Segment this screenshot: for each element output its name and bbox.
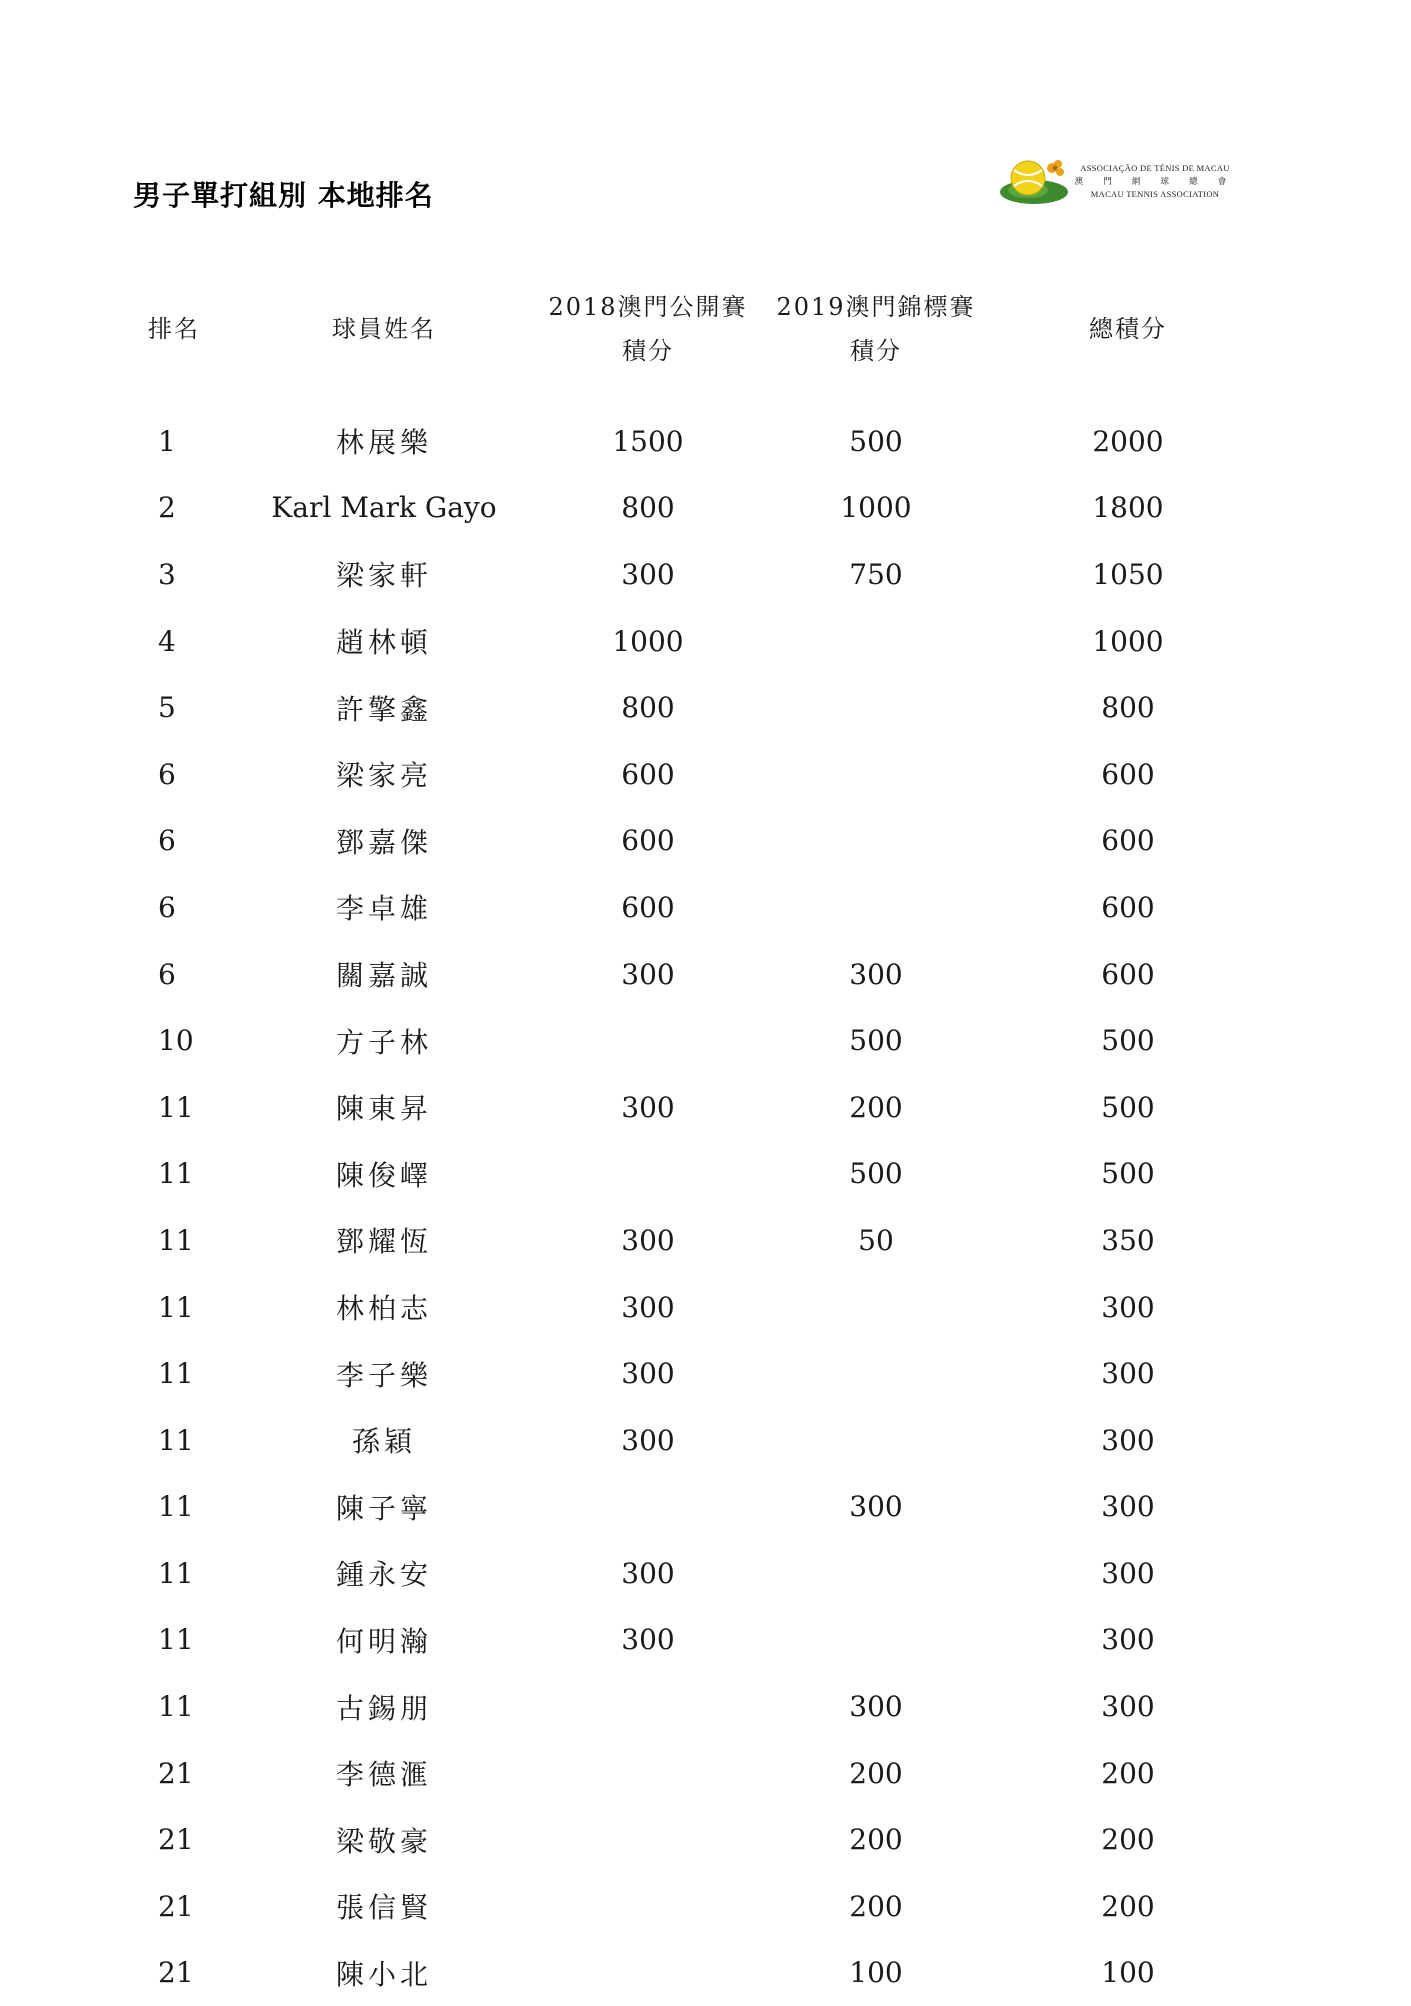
player-name-cell: 李子樂 [335,1358,432,1392]
champ-2019-points-cell: 300 [849,1690,903,1724]
total-points-cell: 600 [1101,890,1155,924]
open-2018-points-cell [532,1873,764,1940]
tennis-ball-flower-icon [998,150,1072,210]
total-points-cell: 300 [1101,1556,1155,1590]
player-name-cell: 古錫朋 [335,1691,432,1725]
champ-2019-points-cell [764,1607,988,1674]
champ-2019-points-cell: 300 [849,1490,903,1524]
champ-2019-points-cell [764,1274,988,1341]
rank-cell: 6 [158,824,176,858]
champ-2019-points-cell: 200 [849,1090,903,1124]
rank-cell: 11 [158,1223,194,1257]
player-name-cell: 陳東昇 [335,1092,432,1126]
rank-cell: 11 [158,1690,194,1724]
table-row [108,674,1268,741]
rank-cell: 6 [158,957,176,991]
open-2018-points-cell: 600 [621,890,675,924]
champ-2019-points-cell: 50 [858,1223,894,1257]
table-row [108,1474,1268,1541]
rank-cell: 4 [158,624,176,658]
total-points-cell: 600 [1101,757,1155,791]
total-points-cell: 500 [1101,1090,1155,1124]
champ-2019-points-cell [764,741,988,808]
open-2018-points-cell: 300 [621,1357,675,1391]
player-name-cell: 林柏志 [335,1292,432,1326]
logo-line-english: MACAU TENNIS ASSOCIATION [1090,189,1220,199]
champ-2019-points-cell [764,874,988,941]
champ-2019-points-cell [764,1407,988,1474]
total-points-cell: 300 [1101,1357,1155,1391]
open-2018-points-cell: 300 [621,1290,675,1324]
player-name-cell: 梁敬豪 [335,1824,432,1858]
header-spacer [108,388,1268,408]
total-points-cell: 300 [1101,1623,1155,1657]
header-champ-2019-line1: 2019澳門錦標賽 [776,293,976,321]
header-total: 總積分 [1089,315,1167,343]
total-points-cell: 300 [1101,1423,1155,1457]
table-row [108,408,1268,475]
table-row [108,1007,1268,1074]
table-row [108,941,1268,1008]
table-row [108,741,1268,808]
rank-cell: 21 [158,1823,194,1857]
player-name-cell: 梁家軒 [335,559,432,593]
association-logo [998,150,1238,212]
total-points-cell: 1000 [1092,624,1164,658]
table-row [108,475,1268,542]
total-points-cell: 2000 [1092,424,1164,458]
table-row [108,1540,1268,1607]
table-row [108,1940,1268,2006]
rank-cell: 11 [158,1556,194,1590]
table-row [108,1274,1268,1341]
table-row [108,1673,1268,1740]
player-name-cell: Karl Mark Gayo [271,491,497,525]
open-2018-points-cell: 300 [621,1556,675,1590]
total-points-cell: 500 [1101,1024,1155,1058]
open-2018-points-cell [532,1007,764,1074]
header-open-2018 [532,270,764,388]
page-title: 男子單打組別 本地排名 [133,179,434,212]
rank-cell: 11 [158,1623,194,1657]
table-row [108,1074,1268,1141]
open-2018-points-cell: 600 [621,824,675,858]
open-2018-points-cell: 300 [621,1223,675,1257]
player-name-cell: 梁家亮 [335,759,432,793]
champ-2019-points-cell: 200 [849,1889,903,1923]
champ-2019-points-cell: 300 [849,957,903,991]
header-open-2018-line2: 積分 [622,337,674,365]
champ-2019-points-cell: 500 [849,1157,903,1191]
rank-cell: 2 [158,491,176,525]
champ-2019-points-cell: 200 [849,1823,903,1857]
player-name-cell: 方子林 [335,1025,432,1059]
champ-2019-points-cell [764,608,988,675]
open-2018-points-cell [532,1940,764,2006]
champ-2019-points-cell: 1000 [840,491,912,525]
rank-cell: 11 [158,1290,194,1324]
table-row [108,541,1268,608]
table-row [108,1407,1268,1474]
total-points-cell: 1800 [1092,491,1164,525]
player-name-cell: 陳小北 [335,1957,432,1991]
total-points-cell: 500 [1101,1157,1155,1191]
header-open-2018-line1: 2018澳門公開賽 [548,293,748,321]
table-row [108,608,1268,675]
total-points-cell: 200 [1101,1889,1155,1923]
rank-cell: 11 [158,1357,194,1391]
player-name-cell: 許擎鑫 [335,692,432,726]
rank-cell: 6 [158,890,176,924]
table-row [108,1873,1268,1940]
rank-cell: 11 [158,1423,194,1457]
header-name: 球員姓名 [332,315,436,343]
open-2018-points-cell [532,1673,764,1740]
total-points-cell: 600 [1101,824,1155,858]
logo-line-chinese: 澳 門 網 球 總 會 [1074,176,1236,186]
player-name-cell: 陳子寧 [335,1491,432,1525]
open-2018-points-cell: 300 [621,957,675,991]
player-name-cell: 陳俊嶧 [335,1158,432,1192]
total-points-cell: 300 [1101,1690,1155,1724]
rank-cell: 1 [158,424,176,458]
champ-2019-points-cell: 500 [849,1024,903,1058]
table-row [108,1607,1268,1674]
open-2018-points-cell [532,1474,764,1541]
player-name-cell: 鄧嘉傑 [335,825,432,859]
player-name-cell: 李德滙 [335,1758,432,1792]
total-points-cell: 1050 [1092,557,1164,591]
header-rank: 排名 [148,315,200,343]
table-row [108,1340,1268,1407]
table-row [108,1207,1268,1274]
open-2018-points-cell: 300 [621,1423,675,1457]
total-points-cell: 300 [1101,1290,1155,1324]
champ-2019-points-cell: 100 [849,1956,903,1990]
champ-2019-points-cell [764,674,988,741]
open-2018-points-cell: 300 [621,1623,675,1657]
rank-cell: 3 [158,557,176,591]
champ-2019-points-cell: 200 [849,1756,903,1790]
total-points-cell: 200 [1101,1756,1155,1790]
player-name-cell: 林展樂 [335,426,432,460]
champ-2019-points-cell [764,808,988,875]
total-points-cell: 200 [1101,1823,1155,1857]
total-points-cell: 600 [1101,957,1155,991]
champ-2019-points-cell: 500 [849,424,903,458]
table-row [108,1740,1268,1807]
champ-2019-points-cell [764,1340,988,1407]
rank-cell: 21 [158,1889,194,1923]
rank-cell: 21 [158,1956,194,1990]
champ-2019-points-cell: 750 [849,557,903,591]
open-2018-points-cell [532,1141,764,1208]
ranking-table [108,270,1268,2006]
player-name-cell: 孫穎 [351,1425,416,1459]
open-2018-points-cell [532,1806,764,1873]
player-name-cell: 何明瀚 [335,1624,432,1658]
open-2018-points-cell [532,1740,764,1807]
table-row [108,874,1268,941]
open-2018-points-cell: 300 [621,1090,675,1124]
player-name-cell: 趙林頓 [335,626,432,660]
rank-cell: 6 [158,757,176,791]
table-header-row [108,270,1268,388]
header-champ-2019-line2: 積分 [850,337,902,365]
player-name-cell: 李卓雄 [335,892,432,926]
rank-cell: 5 [158,691,176,725]
open-2018-points-cell: 800 [621,691,675,725]
open-2018-points-cell: 300 [621,557,675,591]
header-champ-2019 [764,270,988,388]
rank-cell: 11 [158,1157,194,1191]
rank-cell: 11 [158,1490,194,1524]
player-name-cell: 張信賢 [335,1891,432,1925]
open-2018-points-cell: 1000 [612,624,684,658]
total-points-cell: 300 [1101,1490,1155,1524]
table-row [108,1141,1268,1208]
player-name-cell: 鄧耀恆 [335,1225,432,1259]
open-2018-points-cell: 1500 [612,424,684,458]
open-2018-points-cell: 600 [621,757,675,791]
total-points-cell: 800 [1101,691,1155,725]
total-points-cell: 100 [1101,1956,1155,1990]
rank-cell: 10 [158,1024,194,1058]
open-2018-points-cell: 800 [621,491,675,525]
rank-cell: 11 [158,1090,194,1124]
rank-cell: 21 [158,1756,194,1790]
logo-line-portuguese: ASSOCIAÇÃO DE TÉNIS DE MACAU [1080,163,1230,173]
table-row [108,808,1268,875]
table-row [108,1806,1268,1873]
player-name-cell: 鍾永安 [335,1558,432,1592]
total-points-cell: 350 [1101,1223,1155,1257]
champ-2019-points-cell [764,1540,988,1607]
player-name-cell: 關嘉誠 [335,959,432,993]
